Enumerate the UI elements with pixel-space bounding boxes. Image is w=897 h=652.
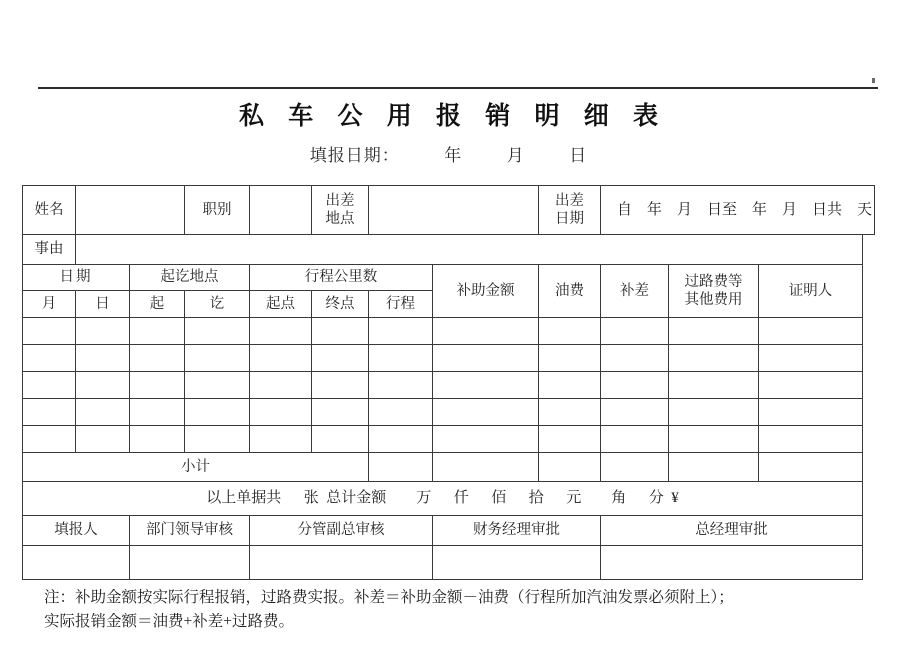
label-trip-date-line1: 出差 — [555, 192, 584, 209]
cell-trip-km[interactable] — [369, 345, 433, 372]
subtotal-toll[interactable] — [669, 453, 759, 482]
page-title: 私 车 公 用 报 销 明 细 表 — [238, 103, 667, 130]
header-difference: 补差 — [601, 265, 669, 318]
info-row-reason — [23, 235, 875, 265]
cell-month[interactable] — [23, 318, 76, 345]
label-destination-line2: 地点 — [325, 211, 355, 227]
header-to: 讫 — [185, 291, 250, 318]
label-position: 职别 — [185, 186, 250, 235]
grand-total-line[interactable] — [23, 482, 863, 516]
cell-month[interactable] — [23, 426, 76, 453]
header-toll-line2: 其他费用 — [684, 292, 743, 308]
cell-fuel[interactable] — [539, 345, 601, 372]
cell-subsidy[interactable] — [433, 345, 539, 372]
cell-toll[interactable] — [669, 318, 759, 345]
field-filler[interactable] — [23, 546, 130, 580]
cell-fuel[interactable] — [539, 372, 601, 399]
header-fuel: 油费 — [539, 265, 601, 318]
header-end-km: 终点 — [312, 291, 369, 318]
fill-date-year: 年 — [444, 146, 463, 165]
field-vice-president[interactable] — [250, 546, 433, 580]
cell-month[interactable] — [23, 345, 76, 372]
cell-subsidy[interactable] — [433, 372, 539, 399]
field-destination[interactable] — [369, 186, 539, 235]
cell-end-km[interactable] — [312, 426, 369, 453]
subtotal-fuel[interactable] — [539, 453, 601, 482]
field-general-manager[interactable] — [601, 546, 863, 580]
label-finance-manager: 财务经理审批 — [433, 516, 601, 546]
label-trip-date-line2: 日期 — [555, 211, 584, 227]
table-row — [23, 372, 875, 399]
signature-header-row — [23, 516, 875, 546]
subtotal-label: 小计 — [23, 453, 369, 482]
header-distance-group: 行程公里数 — [250, 265, 433, 291]
cell-day[interactable] — [76, 426, 130, 453]
cell-difference[interactable] — [601, 345, 669, 372]
header-from: 起 — [130, 291, 185, 318]
cell-day[interactable] — [76, 345, 130, 372]
cell-difference[interactable] — [601, 318, 669, 345]
header-date-group: 日期 — [23, 265, 130, 291]
table-group-header-row — [23, 265, 875, 291]
field-reason[interactable] — [76, 235, 863, 265]
cell-to[interactable] — [185, 399, 250, 426]
label-destination-line1: 出差 — [325, 192, 355, 209]
header-witness: 证明人 — [759, 265, 863, 318]
field-finance-manager[interactable] — [433, 546, 601, 580]
cell-day[interactable] — [76, 318, 130, 345]
cell-difference[interactable] — [601, 426, 669, 453]
subtotal-difference[interactable] — [601, 453, 669, 482]
field-position[interactable] — [250, 186, 312, 235]
cell-witness[interactable] — [759, 345, 863, 372]
label-general-manager: 总经理审批 — [601, 516, 863, 546]
cell-month[interactable] — [23, 399, 76, 426]
header-rule — [38, 87, 878, 89]
cell-start-km[interactable] — [250, 426, 312, 453]
cell-to[interactable] — [185, 318, 250, 345]
cell-toll[interactable] — [669, 372, 759, 399]
subtotal-witness[interactable] — [759, 453, 863, 482]
field-name[interactable] — [76, 186, 185, 235]
cell-month[interactable] — [23, 372, 76, 399]
cell-trip-km[interactable] — [369, 426, 433, 453]
header-trip-km: 行程 — [369, 291, 433, 318]
cell-start-km[interactable] — [250, 318, 312, 345]
cell-end-km[interactable] — [312, 345, 369, 372]
cell-day[interactable] — [76, 399, 130, 426]
cell-toll[interactable] — [669, 399, 759, 426]
header-toll — [669, 265, 759, 318]
info-row-primary — [23, 186, 875, 235]
footnote-line-1: 注：补助金额按实际行程报销，过路费实报。补差＝补助金额－油费（行程所加汽油发票必须附上）； — [44, 589, 734, 606]
table-row — [23, 399, 875, 426]
cell-to[interactable] — [185, 426, 250, 453]
cell-from[interactable] — [130, 399, 185, 426]
signature-blank-row — [23, 546, 875, 580]
header-subsidy: 补助金额 — [433, 265, 539, 318]
cell-end-km[interactable] — [312, 372, 369, 399]
field-trip-date-range[interactable] — [601, 186, 875, 235]
fill-date-day: 日 — [569, 146, 588, 165]
cell-to[interactable] — [185, 372, 250, 399]
grand-total-row — [23, 482, 875, 516]
label-trip-date — [539, 186, 601, 235]
cell-trip-km[interactable] — [369, 399, 433, 426]
cell-difference[interactable] — [601, 399, 669, 426]
label-name: 姓名 — [23, 186, 76, 235]
cell-witness[interactable] — [759, 318, 863, 345]
subtotal-row — [23, 453, 875, 482]
header-month: 月 — [23, 291, 76, 318]
header-day: 日 — [76, 291, 130, 318]
cell-fuel[interactable] — [539, 318, 601, 345]
label-destination — [312, 186, 369, 235]
cell-witness[interactable] — [759, 372, 863, 399]
cell-from[interactable] — [130, 345, 185, 372]
table-row — [23, 318, 875, 345]
trip-date-range-text: 自 年 月 日至 年 月 日共 天 — [617, 201, 873, 218]
cell-start-km[interactable] — [250, 345, 312, 372]
page-speck-mark — [872, 78, 875, 83]
fill-date-line — [0, 141, 897, 166]
subtotal-subsidy[interactable] — [433, 453, 539, 482]
field-dept-head[interactable] — [130, 546, 250, 580]
cell-difference[interactable] — [601, 372, 669, 399]
table-row — [23, 345, 875, 372]
cell-trip-km[interactable] — [369, 372, 433, 399]
cell-to[interactable] — [185, 345, 250, 372]
cell-from[interactable] — [130, 318, 185, 345]
cell-end-km[interactable] — [312, 318, 369, 345]
label-reason: 事由 — [23, 235, 76, 265]
cell-day[interactable] — [76, 372, 130, 399]
cell-fuel[interactable] — [539, 399, 601, 426]
cell-witness[interactable] — [759, 426, 863, 453]
footnote — [44, 586, 874, 634]
cell-toll[interactable] — [669, 345, 759, 372]
cell-start-km[interactable] — [250, 372, 312, 399]
cell-subsidy[interactable] — [433, 426, 539, 453]
cell-from[interactable] — [130, 426, 185, 453]
cell-fuel[interactable] — [539, 426, 601, 453]
cell-end-km[interactable] — [312, 399, 369, 426]
fill-date-month: 月 — [506, 146, 525, 165]
subtotal-trip-km[interactable] — [369, 453, 433, 482]
cell-subsidy[interactable] — [433, 318, 539, 345]
label-vice-president: 分管副总审核 — [250, 516, 433, 546]
cell-trip-km[interactable] — [369, 318, 433, 345]
header-location-group: 起讫地点 — [130, 265, 250, 291]
cell-from[interactable] — [130, 372, 185, 399]
footnote-line-2: 实际报销金额＝油费+补差+过路费。 — [44, 613, 294, 631]
table-row — [23, 426, 875, 453]
header-toll-line1: 过路费等 — [684, 273, 743, 290]
grand-total-text: 以上单据共 张 总计金额 万 仟 佰 拾 元 角 分 ¥ — [206, 490, 679, 507]
cell-start-km[interactable] — [250, 399, 312, 426]
header-start-km: 起点 — [250, 291, 312, 318]
label-dept-head: 部门领导审核 — [130, 516, 250, 546]
cell-subsidy[interactable] — [433, 399, 539, 426]
cell-toll[interactable] — [669, 426, 759, 453]
expense-form-table — [22, 185, 875, 580]
label-filler: 填报人 — [23, 516, 130, 546]
fill-date-label: 填报日期： — [309, 146, 400, 165]
cell-witness[interactable] — [759, 399, 863, 426]
